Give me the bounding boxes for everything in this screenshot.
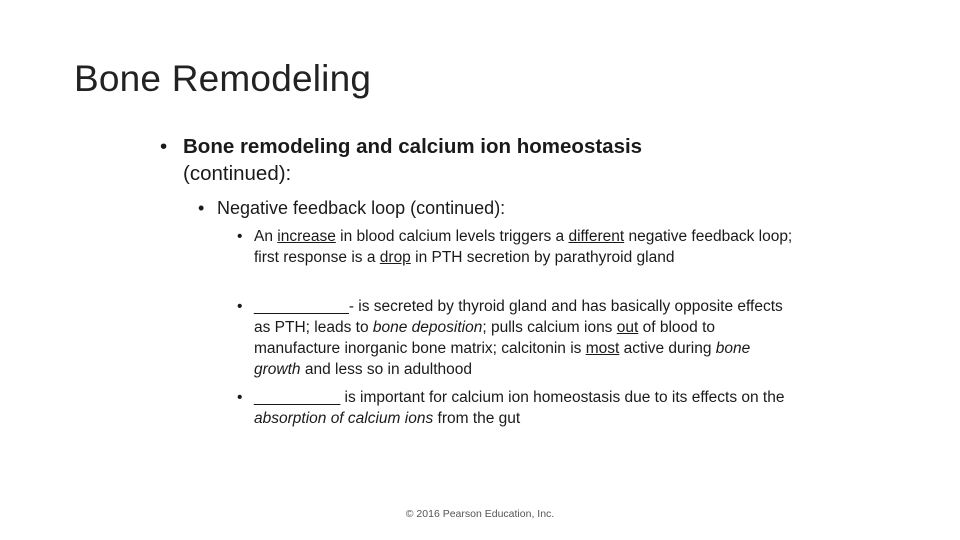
text-segment: is important for calcium ion homeostasis due to its effects on the bbox=[340, 389, 785, 406]
italic-term-bone-deposition: bone deposition bbox=[372, 319, 483, 336]
bullet-level2 bbox=[198, 196, 778, 220]
bullet-level1 bbox=[160, 133, 780, 187]
bullet-dot: • bbox=[160, 135, 168, 158]
text-segment: active during bbox=[619, 340, 716, 357]
italic-term-bone-growth: bone growth bbox=[254, 340, 751, 378]
bullet-level3-vitamin-d bbox=[237, 387, 797, 429]
blank-line: __________ bbox=[254, 389, 341, 406]
blank-line: ___________ bbox=[254, 298, 349, 315]
text-segment: and less so in adulthood bbox=[300, 361, 473, 378]
bullet-level1-text bbox=[183, 133, 780, 187]
bullet-level1-bold: Bone remodeling and calcium ion homeostasis bbox=[183, 135, 643, 158]
bullet-dot: • bbox=[237, 228, 243, 245]
bullet-dot: • bbox=[198, 198, 205, 218]
italic-term-absorption: absorption of calcium ions bbox=[254, 410, 434, 427]
underlined-term-out: out bbox=[616, 319, 639, 336]
text-segment: of blood to manufacture inorganic bone matrix; calcitonin is bbox=[254, 319, 716, 357]
bullet-level3-text bbox=[254, 226, 797, 268]
text-segment: in PTH secretion by parathyroid gland bbox=[410, 249, 675, 266]
underlined-term-drop: drop bbox=[379, 249, 411, 266]
bullet-dot: • bbox=[237, 298, 243, 315]
bullet-level3-text bbox=[254, 296, 797, 380]
bullet-level1-regular: (continued): bbox=[183, 162, 292, 185]
underlined-term-most: most bbox=[585, 340, 620, 357]
bullet-level3-increase bbox=[237, 226, 797, 268]
bullet-level3-text bbox=[254, 387, 797, 429]
text-segment: from the gut bbox=[433, 410, 521, 427]
text-segment: in blood calcium levels triggers a bbox=[335, 228, 569, 245]
bullet-level3-calcitonin bbox=[237, 296, 797, 380]
underlined-term-different: different bbox=[568, 228, 625, 245]
bullet-level2-text: Negative feedback loop (continued): bbox=[217, 198, 506, 218]
text-segment: negative feedback loop; first response is a bbox=[254, 228, 793, 266]
copyright-footer: © 2016 Pearson Education, Inc. bbox=[405, 508, 555, 520]
slide-title: Bone Remodeling bbox=[74, 58, 372, 99]
text-segment: An bbox=[254, 228, 278, 245]
bullet-dot: • bbox=[237, 389, 243, 406]
text-segment: - is secreted by thyroid gland and has basically opposite effects as PTH; leads to bbox=[254, 298, 783, 336]
text-segment: ; pulls calcium ions bbox=[482, 319, 617, 336]
underlined-term-increase: increase bbox=[277, 228, 336, 245]
